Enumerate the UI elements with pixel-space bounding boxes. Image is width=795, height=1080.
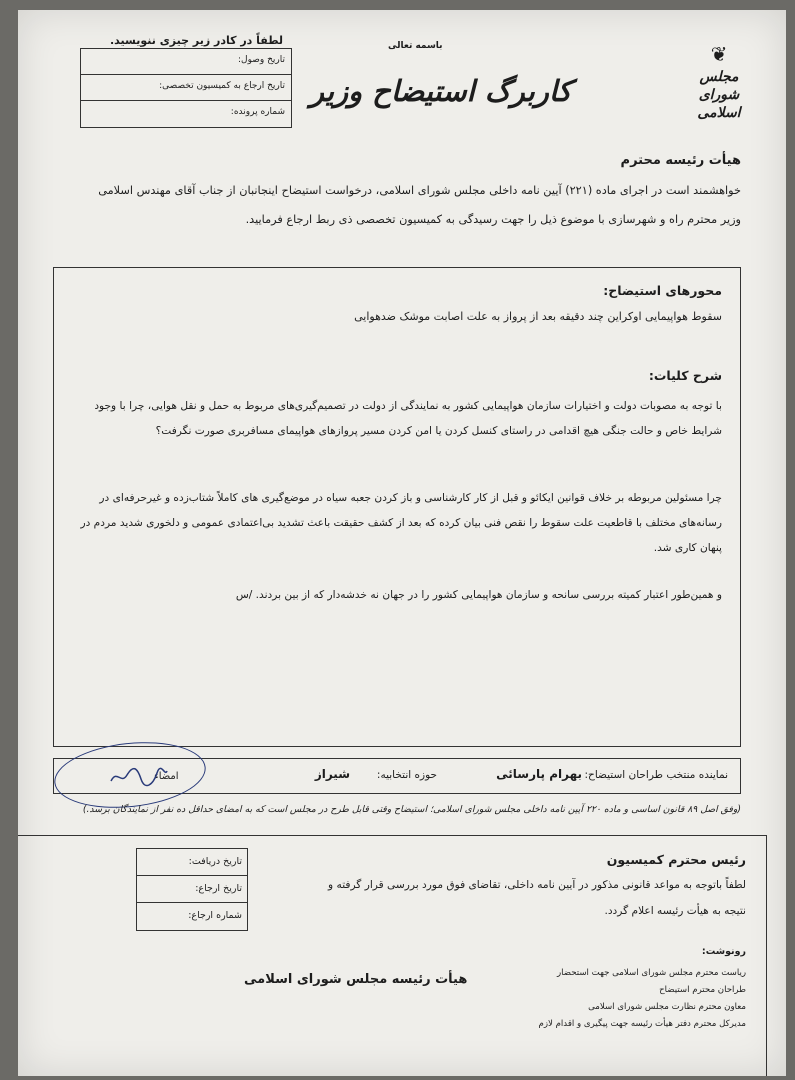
description-paragraph-1: با توجه به مصوبات دولت و اختیارات سازمان هواپیمایی کشور به نمایندگی از دولت در تصمیم‌گیری‌های مربوط به حمل و نقل هوایی، چرا با وجود شرایط خاص و حالت جنگی هیچ اقدامی در راستای کنسل کردن یا امن کردن مسیر پروازهای هواپیمای مسافربری صورت نگرفت؟ (94, 400, 722, 437)
cc-title: رونوشت: (701, 946, 746, 957)
cc-item: طراحان محترم استیضاح (659, 985, 746, 995)
zone-label: حوزه انتخابیه: (376, 769, 437, 781)
cc-item: معاون محترم نظارت مجلس شورای اسلامی (588, 1002, 746, 1012)
file-number-row: شماره پرونده: (230, 107, 285, 117)
referral-number-row: شماره ارجاع: (188, 910, 242, 921)
cc-item: مدیرکل محترم دفتر هیأت رئیسه جهت پیگیری و اقدام لازم (538, 1019, 746, 1029)
axis-item: سقوط هواپیمایی اوکراین چند دقیقه بعد از پرواز به علت اصابت موشک ضدهوایی (354, 310, 722, 323)
intro-text: خواهشمند است در اجرای ماده (۲۲۱) آیین نامه داخلی مجلس شورای اسلامی، درخواست استیضاح اینجانبان از جناب آقای مهندس اسلامی وزیر محترم راه و شهرسازی با موضوع ذیل را جهت رسیدگی به کمیسیون تخصصی ذی ربط ارجاع فرمایید. (98, 184, 741, 226)
description-paragraph-2: چرا مسئولین مربوطه بر خلاف قوانین ایکائو و قبل از کار کارشناسی و باز کردن جعبه سیاه در موضع‌گیری های کاملاً شتاب‌زده و غیرحرفه‌ای در رسانه‌های مختلف با قاطعیت علت سقوط را نقص فنی بیان کرده که بعد از کشف حقیقت باعث تشدید بی‌اعتمادی عمومی و دلخوری شدید مردم در پنهان کاری شد. (80, 492, 722, 554)
office-use-box (80, 48, 292, 128)
signature-scribble (109, 765, 169, 787)
commission-chair-title: رئیس محترم کمیسیون (606, 852, 746, 867)
emblem-icon: ❦ (710, 42, 728, 66)
referral-box (136, 848, 248, 931)
zone-name: شیراز (314, 767, 350, 781)
impeachment-content-box (53, 267, 741, 747)
referral-date-row: تاریخ ارجاع: (137, 876, 247, 903)
presiding-board: هیأت رئیسه مجلس شورای اسلامی (244, 972, 468, 987)
commission-chair-text: لطفاً باتوجه به مواعد قانونی مذکور در آیین نامه داخلی، تقاضای فوق مورد بررسی قرار گرفته و نتیجه به هیأت رئیسه اعلام گردد. (328, 879, 746, 917)
cc-list (486, 965, 746, 1033)
receipt-date-row: تاریخ وصول: (81, 49, 291, 75)
footnote: (وفق اصل ۸۹ قانون اساسی و ماده ۲۲۰ آیین نامه داخلی مجلس شورای اسلامی؛ استیضاح وقتی قابل طرح در مجلس است که به امضای حداقل ده نفر از نمایندگان برسد.) (82, 804, 741, 815)
referral-date-row: تاریخ ارجاع به کمیسیون تخصصی: (81, 75, 291, 101)
signature-row (53, 758, 741, 794)
description-paragraph-3: و همین‌طور اعتبار کمیته بررسی سانحه و سازمان هواپیمایی کشور را در جهان نه خدشه‌دار که از بین بردند. /س (235, 589, 722, 601)
sign-label: امضاء (154, 771, 179, 782)
axes-title: محورهای استیضاح: (603, 283, 722, 298)
parliament-logo (678, 44, 760, 124)
description-title: شرح کلیات: (648, 368, 722, 383)
cc-item: ریاست محترم مجلس شورای اسلامی جهت استحضار (557, 968, 746, 978)
document-page (18, 10, 786, 1076)
salutation: هیأت رئیسه محترم (620, 153, 741, 168)
representative-label: نماینده منتخب طراحان استیضاح: (584, 769, 728, 781)
receive-date-row: تاریخ دریافت: (137, 849, 247, 876)
page-title: کاربرگ استیضاح وزیر (310, 74, 572, 108)
logo-text: مجلس شورای اسلامی (697, 69, 741, 121)
subtitle: باسمه تعالی (388, 41, 443, 51)
representative-name: بهرام پارسائی (496, 767, 582, 781)
top-note: لطفاً در کادر زیر چیزی ننویسید. (110, 34, 284, 47)
